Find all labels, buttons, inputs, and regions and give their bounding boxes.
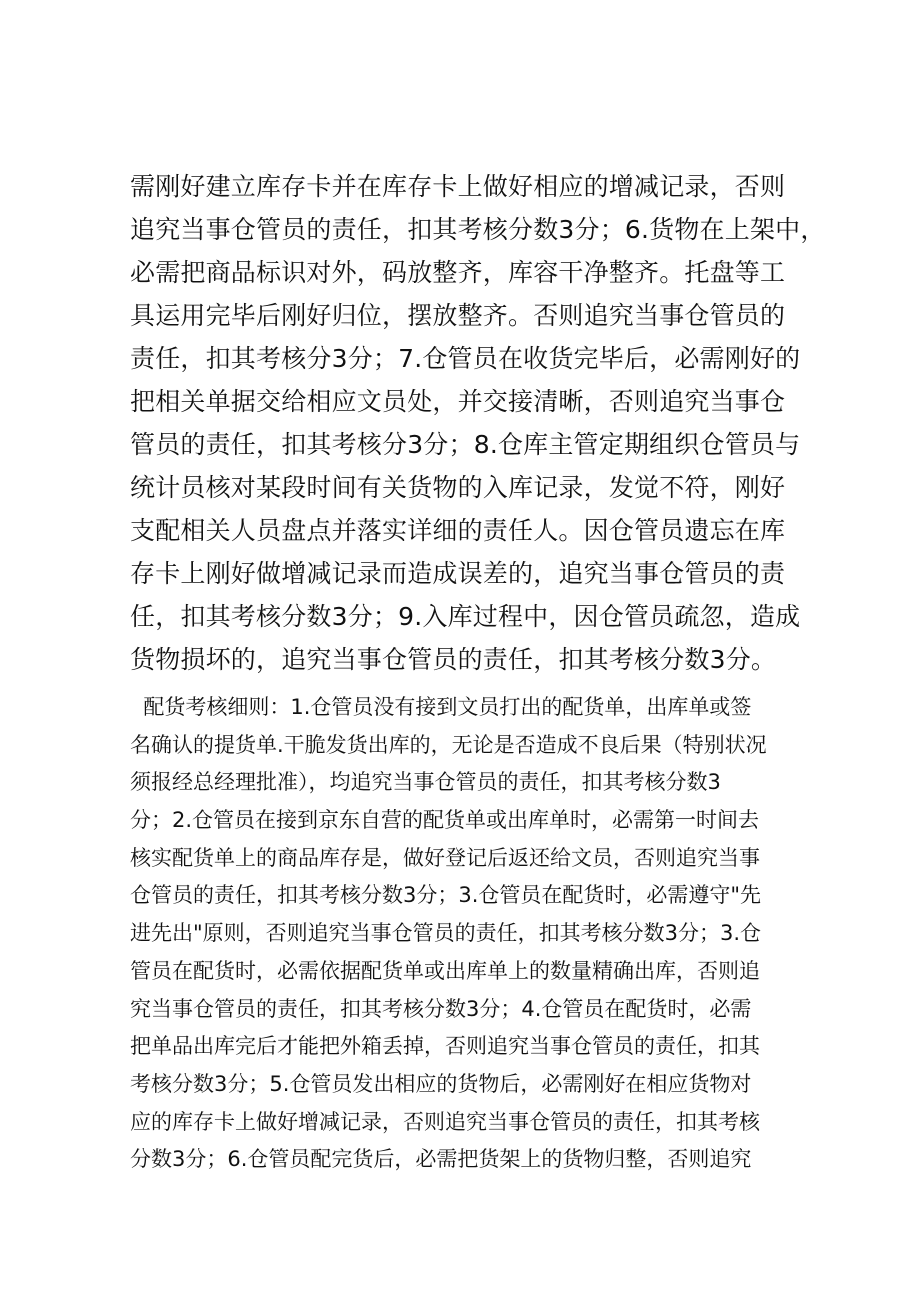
text-line: 需刚好建立库存卡并在库存卡上做好相应的增减记录，否则 [130,172,786,201]
text-line: 仓管员的责任，扣其考核分数3分；3.仓管员在配货时，必需遵守"先 [130,883,762,908]
text-line: 责任，扣其考核分3分；7.仓管员在收货完毕后，必需刚好的 [130,344,801,373]
text-line: 分数3分；6.仓管员配完货后，必需把货架上的货物归整，否则追究 [130,1147,752,1172]
paragraph-storage-rules [130,165,826,681]
text-line: 名确认的提货单.干脆发货出库的，无论是否造成不良后果（特别状况 [130,732,767,757]
text-line: 支配相关人员盘点并落实详细的责任人。因仓管员遗忘在库 [130,516,786,545]
text-line: 分；2.仓管员在接到京东自营的配货单或出库单时，必需第一时间去 [130,808,760,833]
text-line: 核实配货单上的商品库存是，做好登记后返还给文员，否则追究当事 [130,845,760,870]
text-line: 把单品出库完后才能把外箱丢掉，否则追究当事仓管员的责任，扣其 [130,1034,760,1059]
text-line: 具运用完毕后刚好归位，摆放整齐。否则追究当事仓管员的 [130,301,786,330]
text-line: 货物损坏的，追究当事仓管员的责任，扣其考核分数3分。 [130,645,777,674]
text-line: 考核分数3分；5.仓管员发出相应的货物后，必需刚好在相应货物对 [130,1071,752,1096]
text-line: 追究当事仓管员的责任，扣其考核分数3分；6.货物在上架中， [130,215,826,244]
text-line: 管员的责任，扣其考核分3分；8.仓库主管定期组织仓管员与 [130,430,801,459]
text-line: 任，扣其考核分数3分；9.入库过程中，因仓管员疏忽，造成 [130,602,801,631]
text-line: 须报经总经理批准），均追究当事仓管员的责任，扣其考核分数3 [130,770,721,795]
text-line: 统计员核对某段时间有关货物的入库记录，发觉不符，刚好 [130,473,786,502]
text-line: 存卡上刚好做增减记录而造成误差的，追究当事仓管员的责 [130,559,786,588]
text-line: 应的库存卡上做好增减记录，否则追究当事仓管员的责任，扣其考核 [130,1109,760,1134]
text-line: 配货考核细则：1.仓管员没有接到文员打出的配货单，出库单或签 [130,695,752,719]
text-line: 必需把商品标识对外，码放整齐，库容干净整齐。托盘等工 [130,258,786,287]
text-line: 进先出"原则，否则追究当事仓管员的责任，扣其考核分数3分；3.仓 [130,921,762,946]
text-line: 管员在配货时，必需依据配货单或出库单上的数量精确出库，否则追 [130,958,760,983]
text-line: 把相关单据交给相应文员处，并交接清晰，否则追究当事仓 [130,387,786,416]
paragraph-picking-rules [130,689,810,1179]
text-line: 究当事仓管员的责任，扣其考核分数3分；4.仓管员在配货时，必需 [130,996,752,1021]
